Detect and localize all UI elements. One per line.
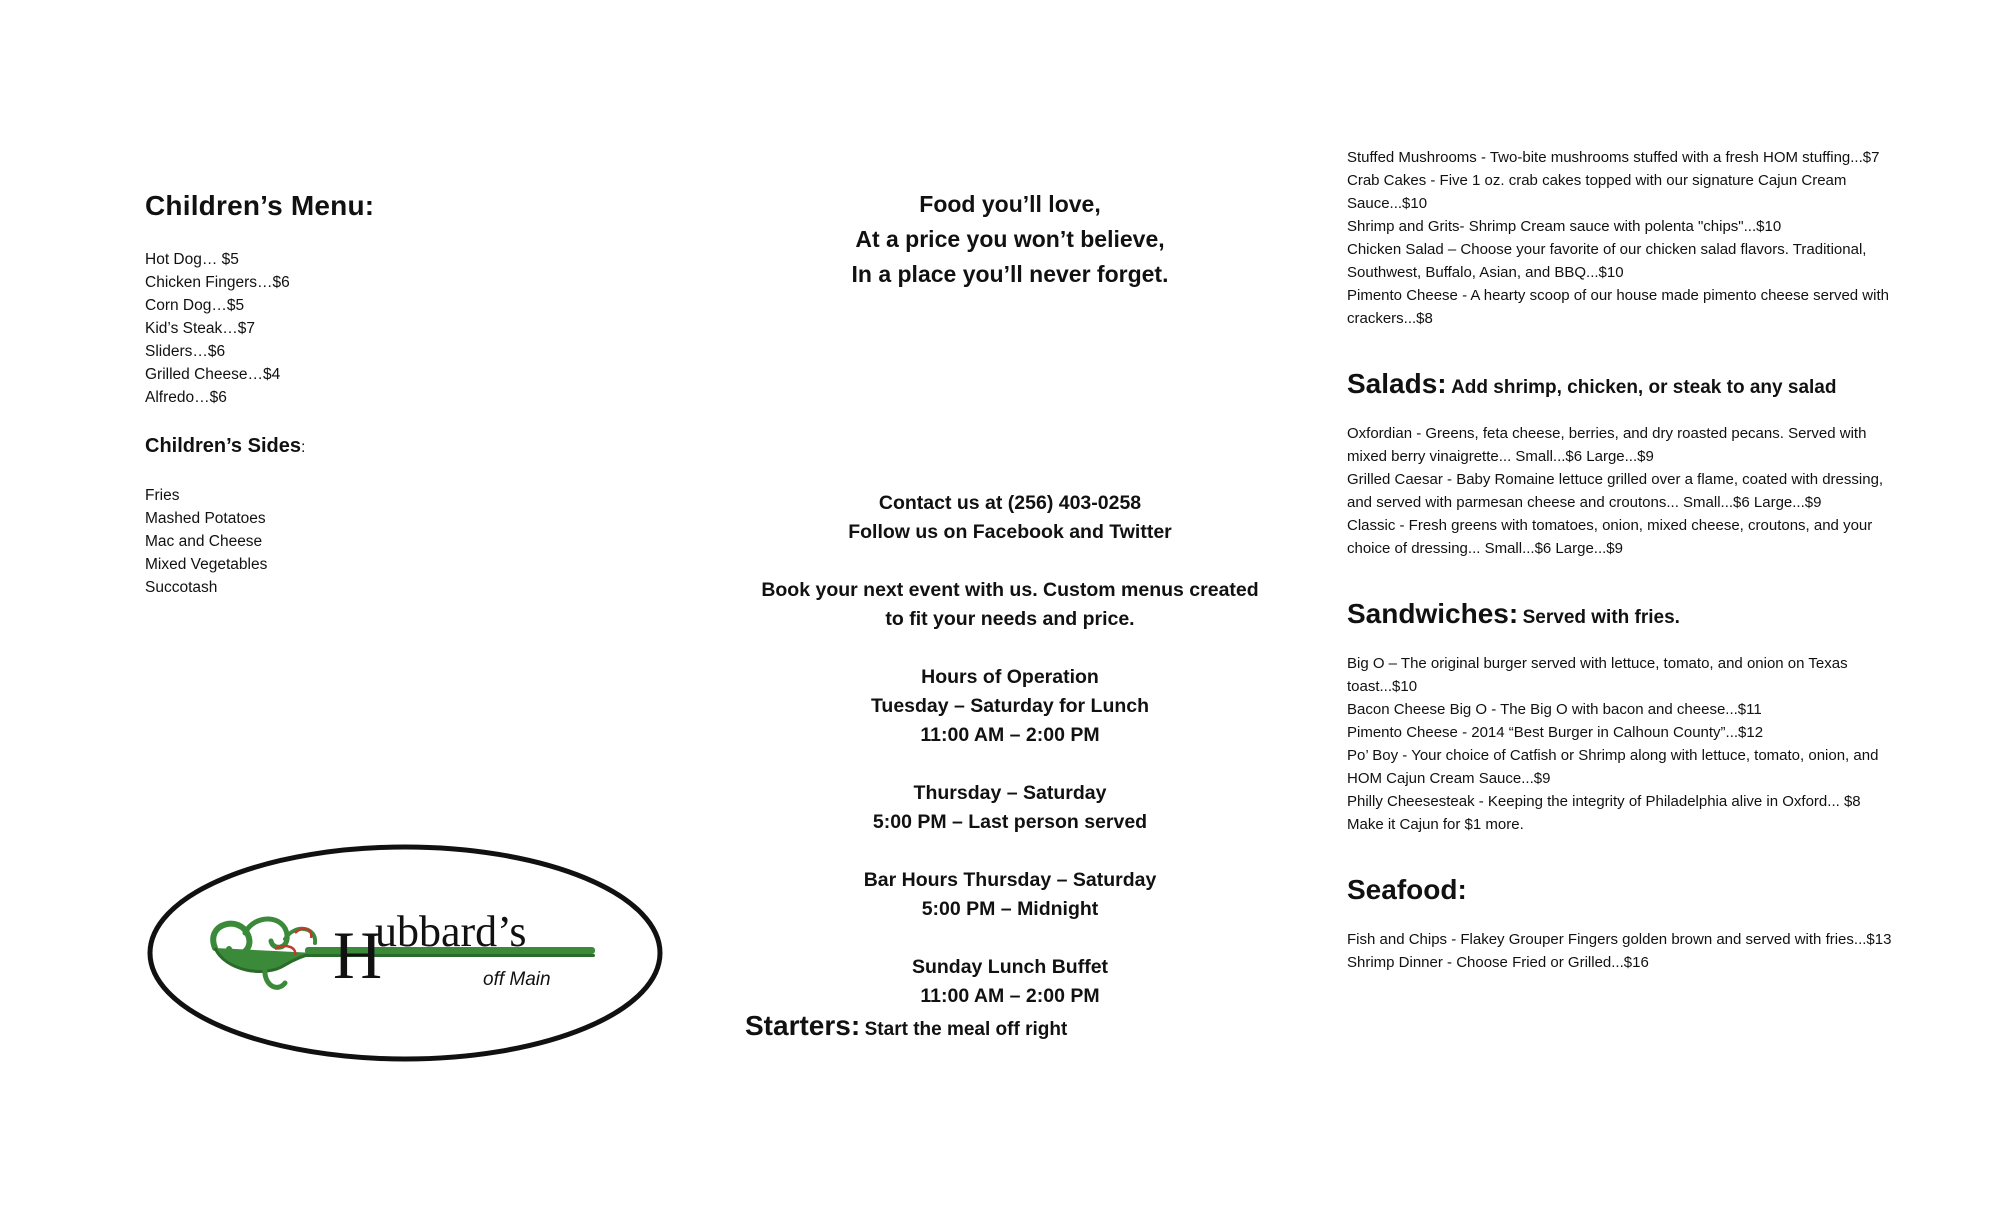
children-menu-column — [145, 190, 705, 599]
list-item: Bacon Cheese Big O - The Big O with bacon and cheese...$11 — [1347, 701, 1762, 718]
list-item: Mixed Vegetables — [145, 556, 268, 573]
salads-heading — [1347, 368, 1892, 400]
social-line: Follow us on Facebook and Twitter — [848, 521, 1172, 543]
hours-line: 11:00 AM – 2:00 PM — [920, 724, 1100, 746]
sandwiches-heading — [1347, 598, 1892, 630]
list-item: Mashed Potatoes — [145, 510, 266, 527]
bar-hours-line: 5:00 PM – Midnight — [921, 898, 1099, 920]
list-item: Mac and Cheese — [145, 533, 263, 550]
list-item: Pimento Cheese - A hearty scoop of our house made pimento cheese served with crackers...$8 — [1347, 287, 1889, 327]
events-line: Book your next event with us. Custom menus created — [761, 579, 1259, 601]
buffet-line: Sunday Lunch Buffet — [911, 956, 1109, 978]
hours-line: Thursday – Saturday — [913, 782, 1107, 804]
list-item: Chicken Salad – Choose your favorite of our chicken salad flavors. Traditional, Southwest, Buffalo, Asian, and BBQ...$10 — [1347, 241, 1867, 281]
contact-phone: Contact us at (256) 403-0258 — [878, 492, 1142, 514]
logo-subtext: off Main — [483, 969, 551, 990]
hubbards-logo — [145, 843, 665, 1063]
children-sides-title-text: Children’s Sides — [145, 435, 301, 457]
list-item: Sliders…$6 — [145, 343, 226, 360]
spacer — [740, 750, 1280, 779]
list-item: Hot Dog… $5 — [145, 251, 239, 268]
list-item: Oxfordian - Greens, feta cheese, berries, and dry roasted pecans. Served with mixed berry vinaigrette... Small...$6 Large...$9 — [1347, 425, 1867, 465]
tagline-line: Food you’ll love, — [919, 191, 1101, 217]
spacer — [740, 634, 1280, 663]
children-menu-list — [145, 248, 705, 409]
list-item: Philly Cheesesteak - Keeping the integrity of Philadelphia alive in Oxford... $8 Make it Cajun for $1 more. — [1347, 793, 1861, 833]
children-menu-title: Children’s Menu: — [145, 190, 375, 221]
list-item: Chicken Fingers…$6 — [145, 274, 290, 291]
list-item: Classic - Fresh greens with tomatoes, onion, mixed cheese, croutons, and your choice of dressing... Small...$6 Large...$9 — [1347, 517, 1873, 557]
tagline-line: In a place you’ll never forget. — [851, 261, 1169, 287]
seafood-list — [1347, 928, 1892, 974]
spacer — [740, 837, 1280, 866]
list-item: Crab Cakes - Five 1 oz. crab cakes topped with our signature Cajun Cream Sauce...$10 — [1347, 172, 1847, 212]
children-sides-title — [145, 435, 705, 458]
hours-line: Tuesday – Saturday for Lunch — [870, 695, 1150, 717]
salads-subtitle: Add shrimp, chicken, or steak to any salad — [1451, 377, 1837, 398]
sandwiches-title: Sandwiches: — [1347, 598, 1519, 629]
children-sides-list — [145, 484, 705, 599]
tagline — [740, 187, 1280, 292]
sandwiches-subtitle: Served with fries. — [1522, 607, 1680, 628]
logo-text: ubbard’s — [375, 907, 527, 956]
list-item: Shrimp and Grits- Shrimp Cream sauce with polenta "chips"...$10 — [1347, 218, 1782, 235]
list-item: Grilled Caesar - Baby Romaine lettuce grilled over a flame, coated with dressing, and served with parmesan cheese and croutons... Small...$6 Large...$9 — [1347, 471, 1884, 511]
list-item: Fries — [145, 487, 180, 504]
list-item: Grilled Cheese…$4 — [145, 366, 281, 383]
salads-title: Salads: — [1347, 368, 1447, 399]
logo-graphic — [145, 843, 665, 1063]
spacer — [740, 547, 1280, 576]
list-item: Stuffed Mushrooms - Two-bite mushrooms stuffed with a fresh HOM stuffing...$7 — [1347, 149, 1880, 166]
starters-title: Starters: — [745, 1010, 861, 1041]
menu-right-column — [1347, 146, 1892, 974]
list-item: Alfredo…$6 — [145, 389, 227, 406]
starters-subtitle: Start the meal off right — [864, 1019, 1068, 1040]
seafood-heading — [1347, 874, 1892, 906]
salads-list — [1347, 422, 1892, 560]
list-item: Corn Dog…$5 — [145, 297, 245, 314]
hours-line: 5:00 PM – Last person served — [872, 811, 1148, 833]
seafood-title: Seafood: — [1347, 874, 1467, 905]
starters-list — [1347, 146, 1892, 330]
sandwiches-list — [1347, 652, 1892, 836]
list-item: Po’ Boy - Your choice of Catfish or Shrimp along with lettuce, tomato, onion, and HOM Cajun Cream Sauce...$9 — [1347, 747, 1879, 787]
logo-h-letter: H — [333, 917, 383, 993]
list-item: Fish and Chips - Flakey Grouper Fingers golden brown and served with fries...$13 — [1347, 931, 1892, 948]
list-item: Succotash — [145, 579, 218, 596]
spacer — [740, 924, 1280, 953]
children-sides-colon: : — [300, 439, 306, 456]
tagline-line: At a price you won’t believe, — [855, 226, 1165, 252]
list-item: Shrimp Dinner - Choose Fried or Grilled...$16 — [1347, 954, 1649, 971]
starters-heading — [745, 1010, 1067, 1042]
list-item: Pimento Cheese - 2014 “Best Burger in Calhoun County”...$12 — [1347, 724, 1764, 741]
events-line: to fit your needs and price. — [885, 608, 1135, 630]
restaurant-info — [740, 489, 1280, 1011]
list-item: Kid’s Steak…$7 — [145, 320, 255, 337]
list-item: Big O – The original burger served with lettuce, tomato, and onion on Texas toast...$10 — [1347, 655, 1848, 695]
buffet-line: 11:00 AM – 2:00 PM — [920, 985, 1100, 1007]
bar-hours-line: Bar Hours Thursday – Saturday — [863, 869, 1157, 891]
hours-heading: Hours of Operation — [921, 666, 1099, 688]
